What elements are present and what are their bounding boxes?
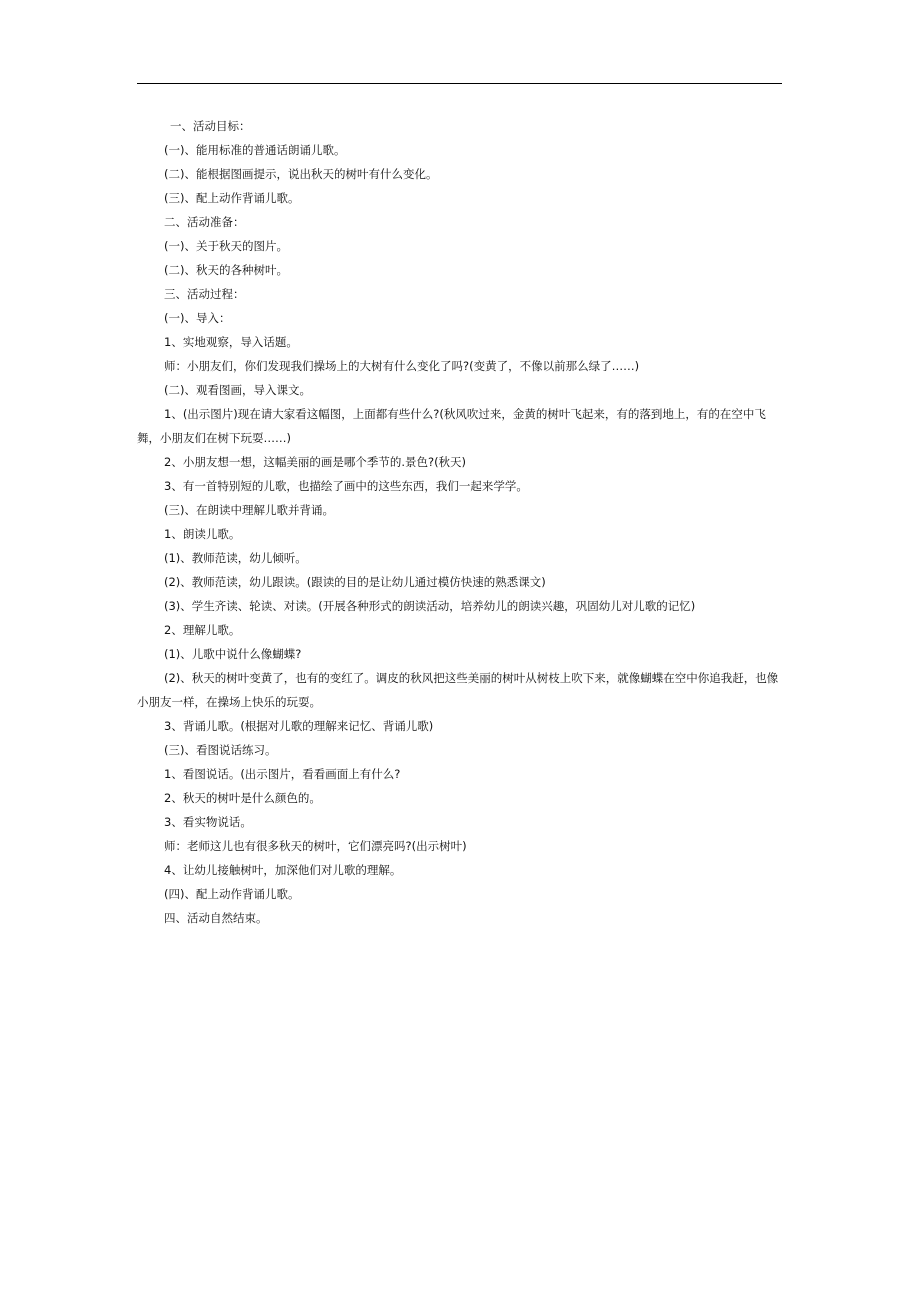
header-rule	[137, 83, 782, 84]
paragraph: 2、理解儿歌。	[164, 623, 241, 637]
section-heading-end: 四、活动自然结束。	[164, 911, 268, 925]
paragraph: (3)、学生齐读、轮读、对读。(开展各种形式的朗读活动，培养幼儿的朗读兴趣，巩固幼儿对儿歌的记忆)	[164, 599, 696, 613]
paragraph: 3、看实物说话。	[164, 815, 252, 829]
paragraph: 1、看图说话。(出示图片，看看画面上有什么?	[164, 767, 401, 781]
paragraph: (一)、能用标准的普通话朗诵儿歌。	[164, 143, 346, 157]
paragraph: 1、(出示图片)现在请大家看这幅图，上面都有些什么?(秋风吹过来，金黄的树叶飞起来，有的落到地上，有的在空中飞舞，小朋友们在树下玩耍……)	[137, 407, 766, 445]
paragraph: 4、让幼儿接触树叶，加深他们对儿歌的理解。	[164, 863, 402, 877]
paragraph: (1)、教师范读，幼儿倾听。	[164, 551, 307, 565]
paragraph: 1、实地观察，导入话题。	[164, 335, 298, 349]
section-heading-goals: 一、活动目标：	[170, 119, 251, 133]
paragraph: 1、朗读儿歌。	[164, 527, 241, 541]
paragraph: 3、有一首特别短的儿歌，也描绘了画中的这些东西，我们一起来学学。	[164, 479, 528, 493]
paragraph: (2)、秋天的树叶变黄了，也有的变红了。调皮的秋风把这些美丽的树叶从树枝上吹下来，就像蝴蝶在空中你追我赶，也像小朋友一样，在操场上快乐的玩耍。	[137, 671, 779, 709]
paragraph: (四)、配上动作背诵儿歌。	[164, 887, 300, 901]
section-heading-preparation: 二、活动准备：	[164, 215, 245, 229]
paragraph: (三)、看图说话练习。	[164, 743, 277, 757]
paragraph: (1)、儿歌中说什么像蝴蝶?	[164, 647, 302, 661]
paragraph: 2、小朋友想一想，这幅美丽的画是哪个季节的.景色?(秋天)	[164, 455, 467, 469]
paragraph: 师：小朋友们，你们发现我们操场上的大树有什么变化了吗?(变黄了，不像以前那么绿了……)	[164, 359, 640, 373]
paragraph: (三)、配上动作背诵儿歌。	[164, 191, 300, 205]
paragraph: (2)、教师范读，幼儿跟读。(跟读的目的是让幼儿通过模仿快速的熟悉课文)	[164, 575, 546, 589]
document-body	[137, 114, 782, 930]
paragraph: (二)、能根据图画提示，说出秋天的树叶有什么变化。	[164, 167, 438, 181]
paragraph: (二)、观看图画，导入课文。	[164, 383, 311, 397]
paragraph: (二)、秋天的各种树叶。	[164, 263, 288, 277]
paragraph: (一)、导入：	[164, 311, 231, 325]
paragraph: 师：老师这儿也有很多秋天的树叶，它们漂亮吗?(出示树叶)	[164, 839, 467, 853]
paragraph: (三)、在朗读中理解儿歌并背诵。	[164, 503, 334, 517]
paragraph: 3、背诵儿歌。(根据对儿歌的理解来记忆、背诵儿歌)	[164, 719, 434, 733]
section-heading-process: 三、活动过程：	[164, 287, 245, 301]
paragraph: 2、秋天的树叶是什么颜色的。	[164, 791, 321, 805]
paragraph: (一)、关于秋天的图片。	[164, 239, 288, 253]
